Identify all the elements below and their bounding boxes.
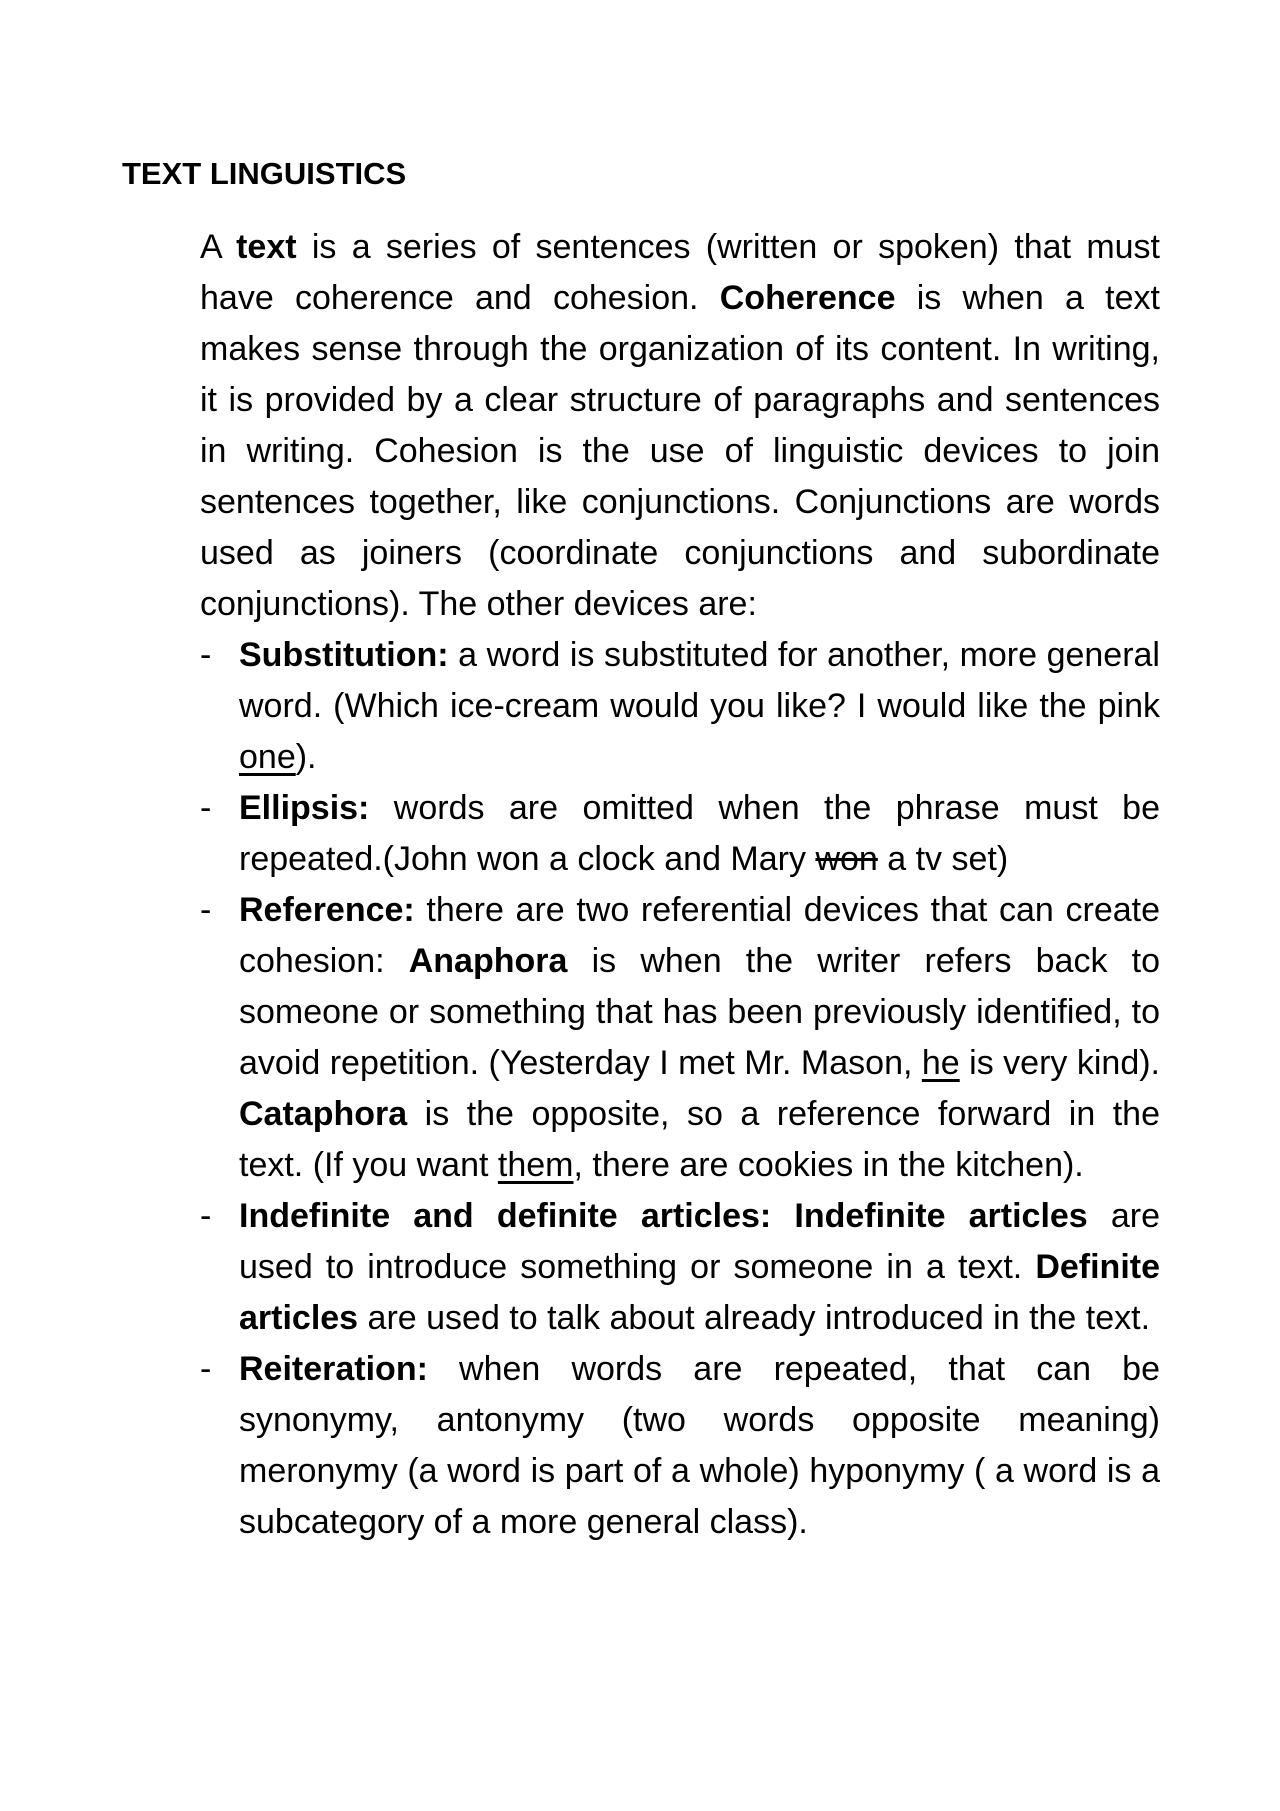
list-item-articles: - Indefinite and definite articles: Indefinite articles are used to introduce something or someone in a text. Definite articles are used to talk about already introduced in the text. bbox=[200, 1191, 1160, 1344]
item-label: Reference: bbox=[239, 891, 415, 929]
item-label: Substitution: bbox=[239, 636, 449, 674]
list-item-ellipsis: - Ellipsis: words are omitted when the phrase must be repeated.(John won a clock and Mary won a tv set) bbox=[200, 783, 1160, 885]
list-item-reiteration: - Reiteration: when words are repeated, that can be synonymy, antonymy (two words opposite meaning) meronymy (a word is part of a whole) hyponymy ( a word is a subcategory of a more general class). bbox=[200, 1344, 1160, 1548]
list-dash: - bbox=[200, 891, 212, 929]
list-item-reference: - Reference: there are two referential devices that can create cohesion: Anaphora is when the writer refers back to someone or something that has been previously identified, to avoid repetition. (Yesterday I met Mr. Mason, he is very kind). Cataphora is the opposite, so a reference forward in the text. (If you want them, there are cookies in the kitchen). bbox=[200, 885, 1160, 1191]
list-dash: - bbox=[200, 789, 212, 827]
item-label: Ellipsis: bbox=[239, 789, 370, 827]
list-dash: - bbox=[200, 1350, 212, 1388]
item-label: Indefinite and definite articles: bbox=[239, 1197, 772, 1235]
list-dash: - bbox=[200, 636, 212, 674]
page-title: TEXT LINGUISTICS bbox=[122, 156, 407, 191]
list-item-substitution: - Substitution: a word is substituted for another, more general word. (Which ice-cream would you like? I would like the pink one). bbox=[200, 630, 1160, 783]
list-dash: - bbox=[200, 1197, 212, 1235]
item-label: Reiteration: bbox=[239, 1350, 428, 1388]
intro-paragraph: A text is a series of sentences (written or spoken) that must have coherence and cohesion. Coherence is when a text makes sense through the organization of its content. In writing, it is provided by a clear structure of paragraphs and sentences in writing. Cohesion is the use of linguistic devices to join sentences together, like conjunctions. Conjunctions are words used as joiners (coordinate conjunctions and subordinate conjunctions). The other devices are: bbox=[200, 228, 1160, 623]
cohesion-devices-list bbox=[200, 630, 1160, 1548]
